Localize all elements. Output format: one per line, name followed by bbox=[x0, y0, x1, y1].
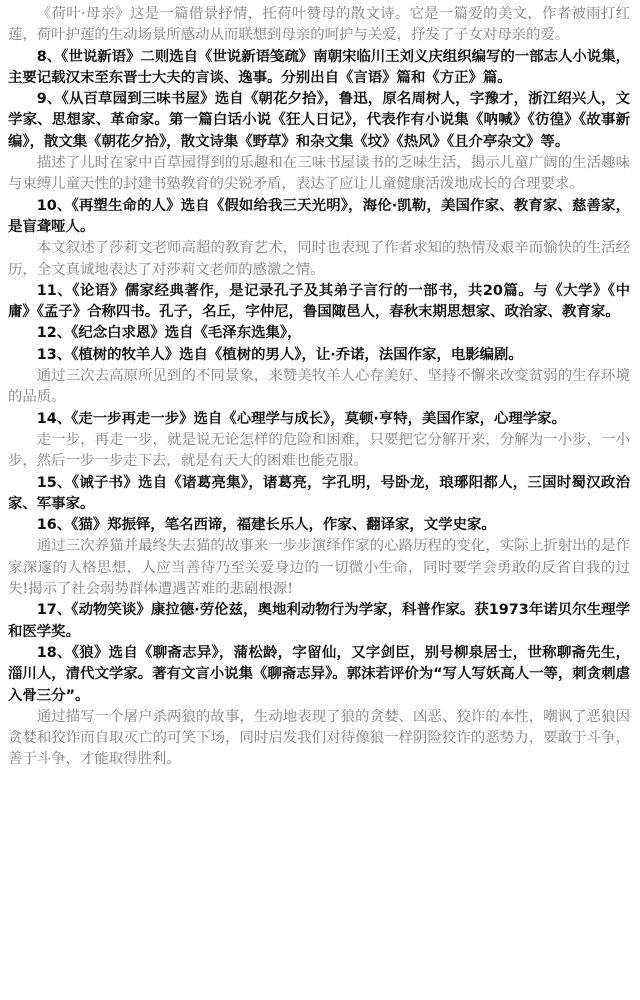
entry-8-shishuo-xinyu: 8、《世说新语》二则选自《世说新语笺疏》南朝宋临川王刘义庆组织编写的一部志人小说集，主要记载汉末至东晋士大夫的言谈、逸事。分别出自《言语》篇和《方正》篇。 bbox=[8, 48, 630, 86]
entry-11-lunyu: 11、《论语》儒家经典著作，是记录孔子及其弟子言行的一部书，共20篇。与《大学》《中庸》《孟子》合称四书。孔子，名丘，字仲尼，鲁国陬邑人，春秋末期思想家、政治家、教育家。 bbox=[8, 282, 630, 321]
entry-13-muyangren: 13、《植树的牧羊人》选自《植树的男人》，让·乔诺，法国作家，电影编剧。 bbox=[36, 346, 523, 363]
entry-14-zouyibu: 14、《走一步再走一步》选自《心理学与成长》，莫顿·亨特，美国作家，心理学家。 bbox=[36, 410, 566, 427]
entry-16-mao: 16、《猫》郑振铎，笔名西谛，福建长乐人，作家、翻译家，文学史家。 bbox=[36, 517, 496, 534]
summary-paragraph: 通过三次养猫并最终失去猫的故事来一步步演绎作家的心路历程的变化，实际上折射出的是作家深邃的人格思想，人应当善待乃至关爱身边的一切微小生命，同时要学会勇敢的反省自我的过失!揭示了社会弱势群体遭遇苦难的悲剧根源! bbox=[8, 538, 630, 598]
summary-paragraph: 《荷叶·母亲》这是一篇借景抒情，托荷叶赞母的散文诗。它是一篇爱的美文，作者被雨打红莲，荷叶护莲的生动场景所感动从而联想到母亲的呵护与关爱，抒发了子女对母亲的爱。 bbox=[8, 6, 630, 44]
entry-17-dongwu-xiaotan: 17、《动物笑谈》康拉德·劳伦兹，奥地利动物行为学家，科普作家。获1973年诺贝尔生理学和医学奖。 bbox=[8, 602, 630, 640]
summary-paragraph: 本文叙述了莎莉文老师高超的教育艺术，同时也表现了作者求知的热情及艰辛而愉快的生活经历，全文真诚地表达了对莎莉文老师的感激之情。 bbox=[8, 240, 630, 278]
entry-10-zaisu-shengming: 10、《再塑生命的人》选自《假如给我三天光明》，海伦·凯勒，美国作家、教育家、慈善家，是盲聋哑人。 bbox=[8, 197, 630, 235]
summary-paragraph: 走一步，再走一步，就是说无论怎样的危险和困难，只要把它分解开来，分解为一小步，一小步，然后一步一步走下去，就是有天大的困难也能克服。 bbox=[8, 431, 630, 470]
entry-9-baicaoyuan: 9、《从百草园到三味书屋》选自《朝花夕拾》，鲁迅，原名周树人，字豫才，浙江绍兴人，文学家、思想家、革命家。第一篇白话小说《狂人日记》，代表作有小说集《呐喊》《彷徨》《故事新编》，散文集《朝花夕拾》，散文诗集《野草》和杂文集《坟》《热风》《且介亭杂文》等。 bbox=[8, 91, 630, 150]
summary-paragraph: 描述了儿时在家中百草园得到的乐趣和在三味书屋读书的乏味生活，揭示儿童广阔的生活趣味与束缚儿童天性的封建书塾教育的尖锐矛盾，表达了应让儿童健康活泼地成长的合理要求。 bbox=[8, 155, 630, 193]
entry-18-lang: 18、《狼》选自《聊斋志异》，蒲松龄，字留仙，又字剑臣，别号柳泉居士，世称聊斋先生，淄川人，清代文学家。著有文言小说集《聊斋志异》。郭沫若评价为“写人写妖高人一等，刺贪刺虐入骨三分”。 bbox=[8, 644, 630, 704]
summary-paragraph: 通过三次去高原所见到的不同景象，来赞美牧羊人心存美好、坚持不懈来改变贫弱的生存环境的品质。 bbox=[8, 368, 630, 406]
entry-12-baiqiuen: 12、《纪念白求恩》选自《毛泽东选集》， bbox=[36, 325, 302, 342]
summary-paragraph: 通过描写一个屠户杀两狼的故事，生动地表现了狼的贪婪、凶恶、狡诈的本性，嘲讽了恶狼因贪婪和狡诈而自取灭亡的可笑下场，同时启发我们对待像狼一样阴险狡诈的恶势力，要敢于斗争，善于斗争，才能取得胜利。 bbox=[8, 708, 630, 768]
entry-15-jiezishu: 15、《诫子书》选自《诸葛亮集》，诸葛亮，字孔明，号卧龙，琅琊阳都人，三国时蜀汉政治家、军事家。 bbox=[8, 474, 630, 512]
